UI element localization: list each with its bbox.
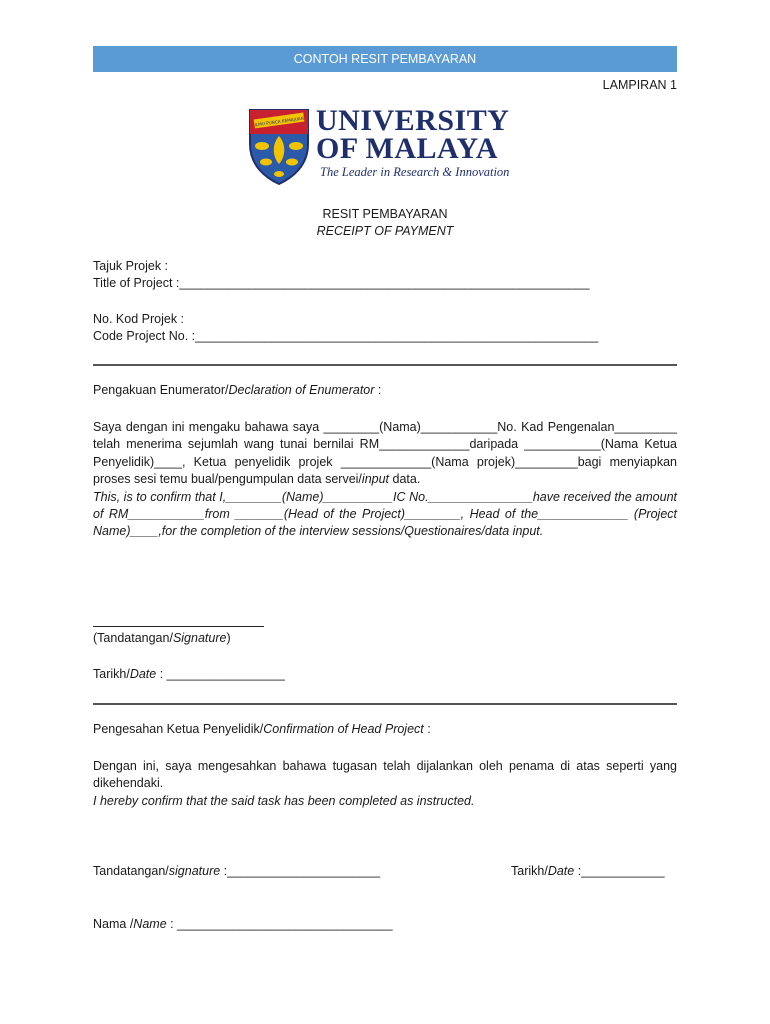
header-banner [93,46,677,72]
enumerator-date-field[interactable] [93,667,285,681]
head-signature-blank: :______________________ [220,864,381,878]
signature-label-close: ) [226,631,231,645]
head-date-field[interactable] [511,864,665,878]
declaration-heading-suffix: : [374,383,382,397]
head-signature-field[interactable] [93,864,380,878]
confirmation-heading-en: Confirmation of Head Project [263,722,424,736]
section-divider [93,364,677,366]
title-malay: RESIT PEMBAYARAN [322,207,448,221]
signature-label-en: Signature [172,631,227,645]
project-title-label-my: Tajuk Projek : [93,259,169,273]
date-label-en: Date [129,667,157,681]
confirmation-heading-my: Pengesahan Ketua Penyelidik/ [93,722,264,736]
declaration-malay [93,419,677,489]
banner-title: CONTOH RESIT PEMBAYARAN [293,52,477,66]
signature-label-my: (Tandatangan/ [93,631,173,645]
date-blank: : _________________ [156,667,285,681]
confirmation-heading [93,722,431,736]
logo-line-1: UNIVERSITY [316,104,510,137]
declaration-malay-italic: input [361,472,390,487]
crest-ribbon-text: ILMU PUNCA KEMAJUAN [254,115,305,128]
declaration-heading [93,383,381,397]
declaration-english: This, is to confirm that I,________(Name)__________IC No._______________have received the amount of RM___________from _______(Head of the Project)________, Head of the_____________ (Project Name)____,for the completion of the interview sessions/Questionaires/data input. [93,489,677,539]
head-name-field[interactable] [93,917,393,931]
section-divider-2 [93,703,677,705]
crest-icon [246,104,312,186]
confirmation-english: I hereby confirm that the said task has been completed as instructed. [93,793,475,808]
signature-line[interactable] [93,626,264,627]
declaration-malay-end: data. [389,472,421,487]
appendix-label: LAMPIRAN 1 [602,78,677,92]
declaration-malay-text: Saya dengan ini mengaku bahawa saya ________(Nama)___________No. Kad Pengenalan_________ telah menerima sejumlah wang tunai bernilai RM_____________daripada ___________(Nama Ketua Penyelidik)____, Ketua penyelidik projek _____________(Nama projek)_________bagi menyiapkan proses sesi temu bual/pengumpulan data servei/ [93,420,677,487]
head-name-blank: : _______________________________ [166,917,393,931]
date-label-my: Tarikh/ [93,667,130,681]
project-code-field[interactable]: Code Project No. :__________________________________________________________ [93,329,599,343]
title-english: RECEIPT OF PAYMENT [316,224,454,238]
logo-tagline: The Leader in Research & Innovation [320,165,510,179]
head-name-label-my: Nama / [93,917,134,931]
signature-label [93,631,231,645]
head-date-label-en: Date [547,864,575,878]
head-signature-label-en: signature [168,864,221,878]
project-title-field[interactable]: Title of Project :___________________________________________________________ [93,276,590,290]
project-code-label-my: No. Kod Projek : [93,312,185,326]
head-date-label-my: Tarikh/ [511,864,548,878]
confirmation-body [93,758,677,810]
head-name-label-en: Name [133,917,167,931]
logo-line-2: OF MALAYA [316,132,499,165]
confirmation-malay: Dengan ini, saya mengesahkan bahawa tugasan telah dijalankan oleh penama di atas seperti yang dikehendaki. [93,759,677,791]
head-date-blank: :____________ [574,864,665,878]
university-logo [246,104,536,186]
confirmation-heading-suffix: : [423,722,431,736]
declaration-heading-en: Declaration of Enumerator [228,383,375,397]
declaration-body [93,419,677,541]
declaration-heading-my: Pengakuan Enumerator/ [93,383,229,397]
head-signature-label-my: Tandatangan/ [93,864,169,878]
